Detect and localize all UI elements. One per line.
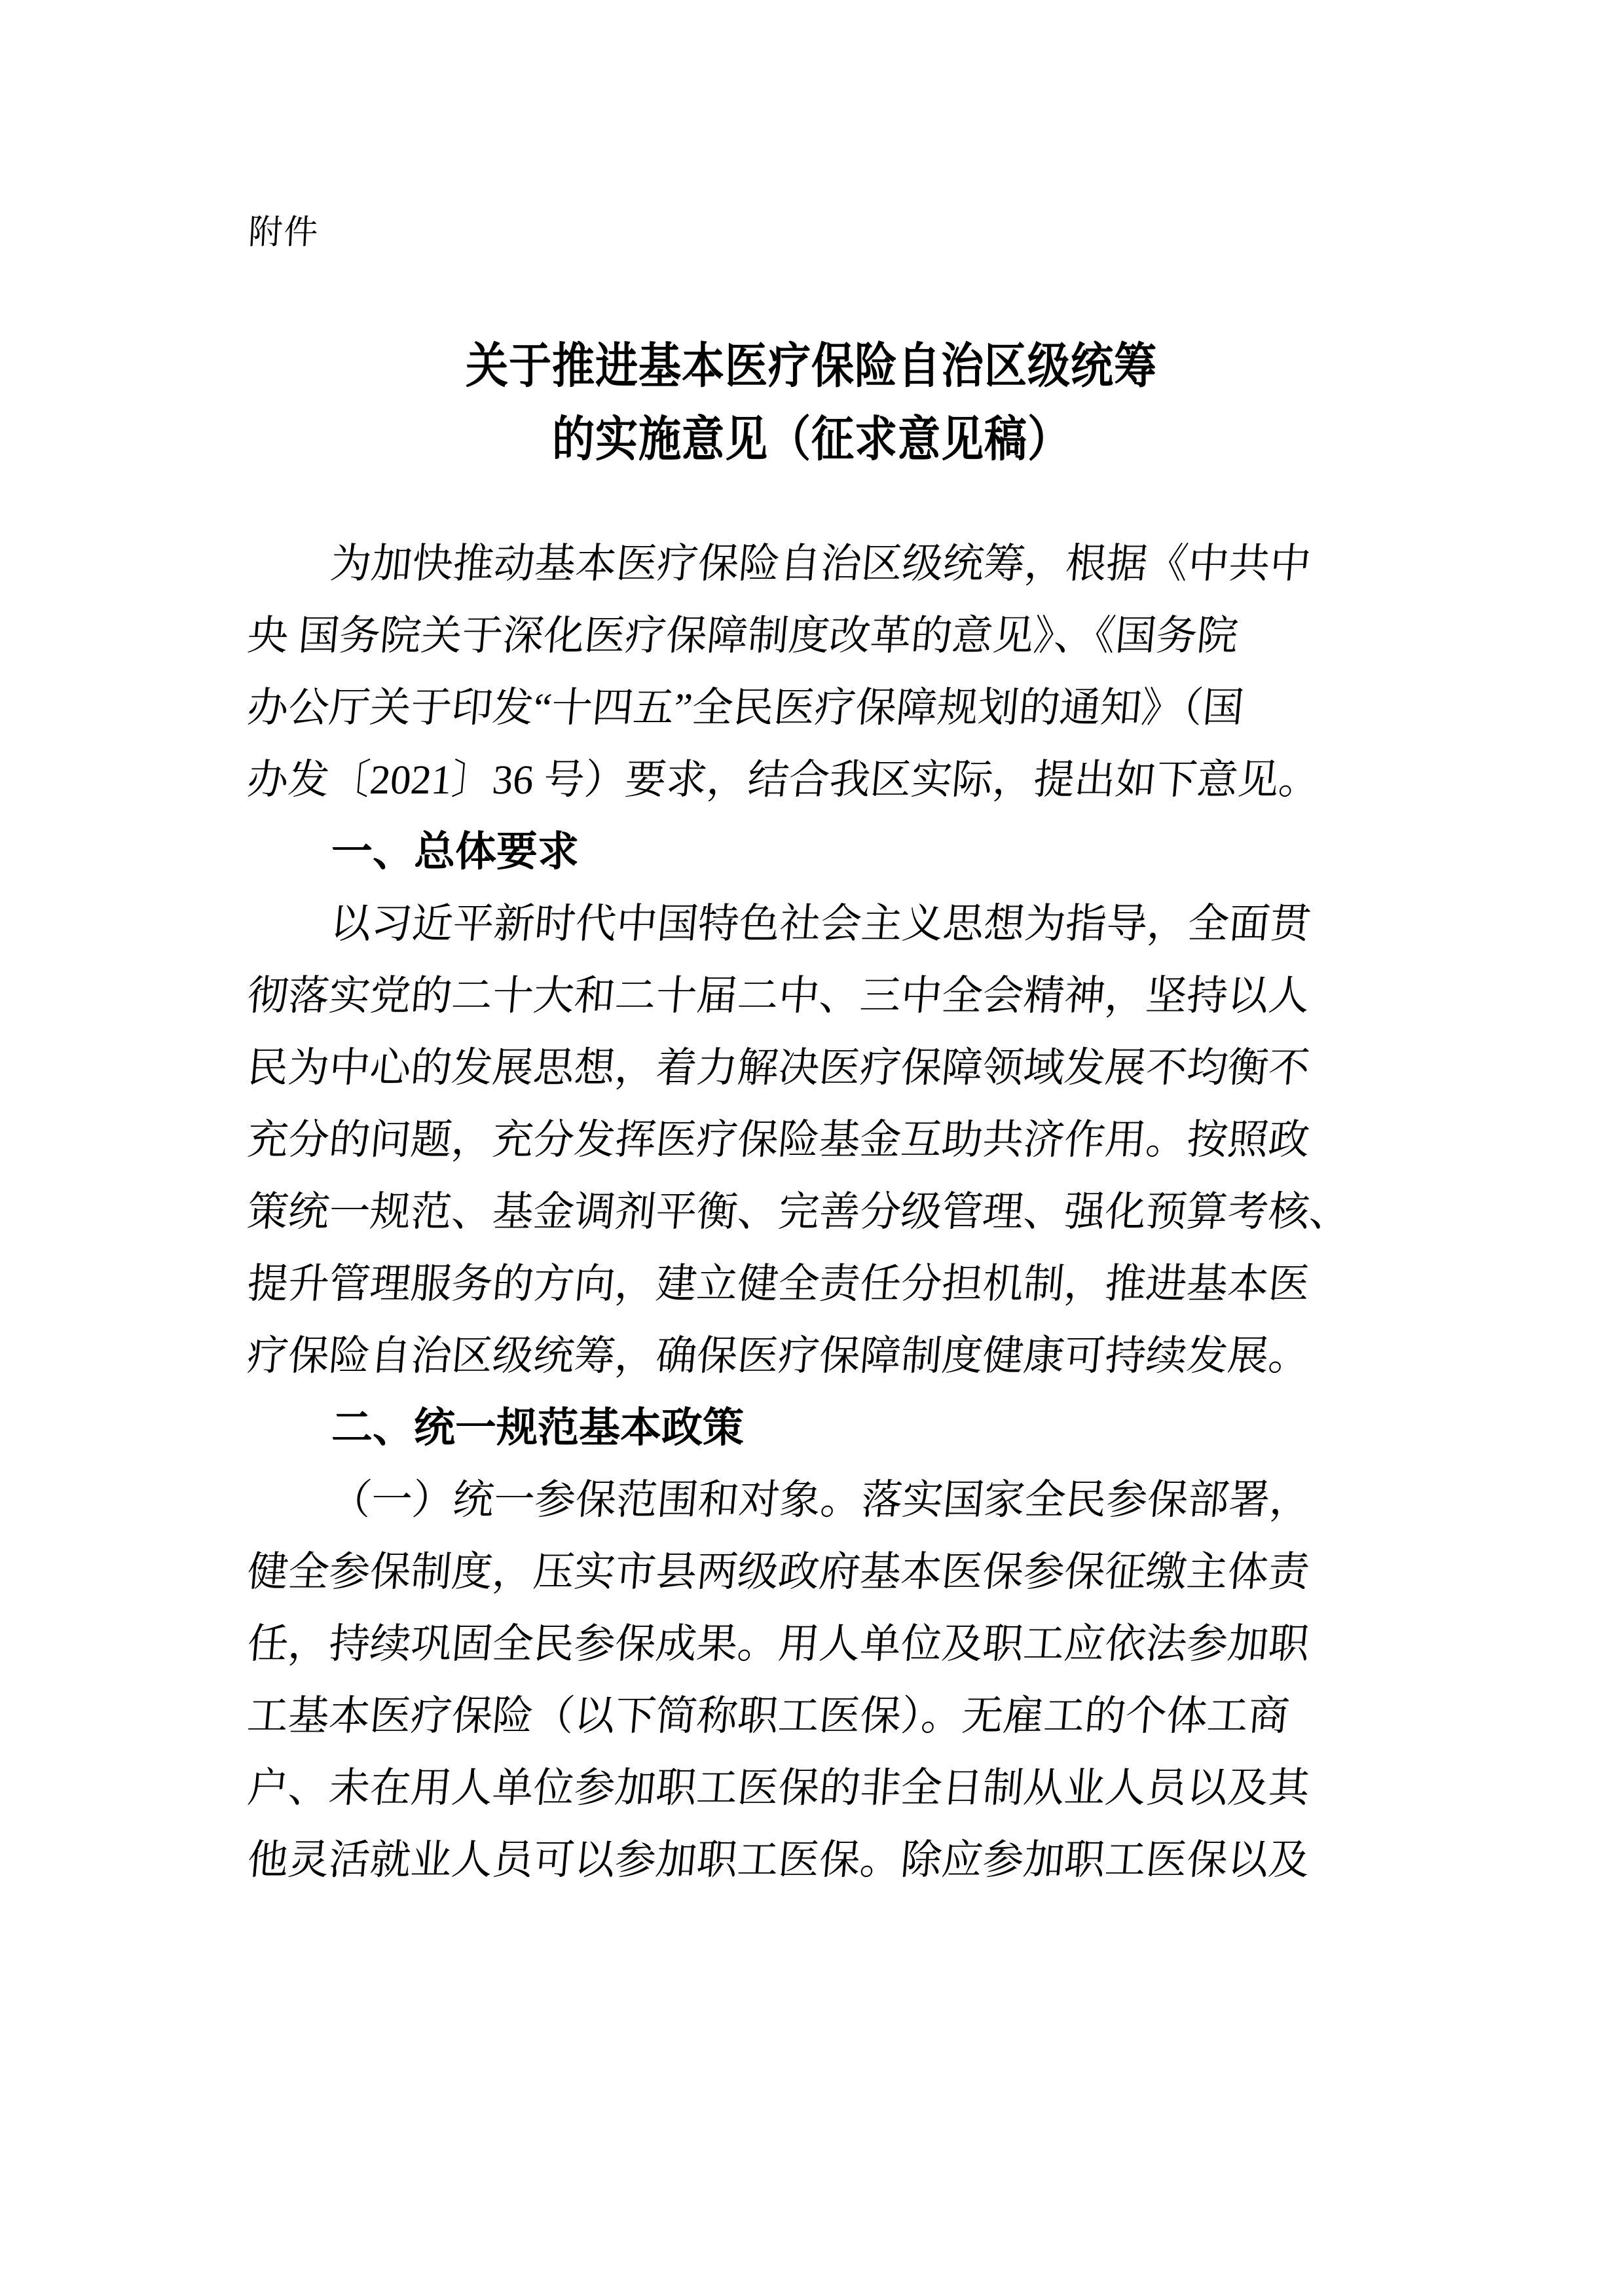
paragraph-line: 为加快推动基本医疗保险自治区级统筹，根据《中共中	[328, 541, 1313, 587]
paragraph-line: 彻落实党的二十大和二十届二中、三中全会精神，坚持以人	[245, 973, 1312, 1019]
paragraph-intro	[245, 528, 1375, 816]
document-title-line-1: 关于推进基本医疗保险自治区级统筹	[466, 340, 1157, 393]
document-body	[245, 528, 1375, 1896]
paragraph-line: 工基本医疗保险（以下简称职工医保）。无雇工的个体工商	[245, 1693, 1291, 1739]
paragraph-line: 提升管理服务的方向，建立健全责任分担机制，推进基本医	[245, 1261, 1312, 1307]
paragraph-line: 他灵活就业人员可以参加职工医保。除应参加职工医保以及	[245, 1837, 1312, 1883]
document-title-line-2: 的实施意见（征求意见稿）	[552, 413, 1071, 467]
paragraph-line: 策统一规范、基金调剂平衡、完善分级管理、强化预算考核、	[245, 1189, 1353, 1235]
paragraph-line: 户、未在用人单位参加职工医保的非全日制从业人员以及其	[245, 1765, 1312, 1811]
paragraph-line: （一）统一参保范围和对象。落实国家全民参保部署，	[328, 1477, 1313, 1523]
paragraph-line: 充分的问题，充分发挥医疗保险基金互助共济作用。按照政	[245, 1117, 1312, 1163]
paragraph-line: 以习近平新时代中国特色社会主义思想为指导，全面贯	[328, 901, 1313, 947]
section-heading-1: 一、总体要求	[331, 829, 579, 875]
section-heading-2: 二、统一规范基本政策	[331, 1405, 744, 1451]
page-content-column	[245, 0, 1375, 1896]
paragraph-line: 疗保险自治区级统筹，确保医疗保障制度健康可持续发展。	[245, 1333, 1312, 1379]
paragraph-line: 央 国务院关于深化医疗保障制度改革的意见》、《国务院	[245, 613, 1240, 659]
paragraph-line: 任，持续巩固全民参保成果。用人单位及职工应依法参加职	[245, 1621, 1312, 1667]
paragraph-section-2-item-1	[245, 1464, 1375, 1896]
attachment-label: 附件	[247, 214, 320, 251]
paragraph-line: 办发〔2021〕36 号）要求，结合我区实际，提出如下意见。	[245, 757, 1322, 803]
document-title	[248, 330, 1375, 477]
paragraph-line: 民为中心的发展思想，着力解决医疗保障领域发展不均衡不	[245, 1045, 1312, 1091]
paragraph-line: 健全参保制度，压实市县两级政府基本医保参保征缴主体责	[245, 1549, 1312, 1595]
paragraph-line: 办公厅关于印发“十四五”全民医疗保障规划的通知》（国	[245, 685, 1246, 731]
paragraph-section-1	[245, 888, 1375, 1392]
